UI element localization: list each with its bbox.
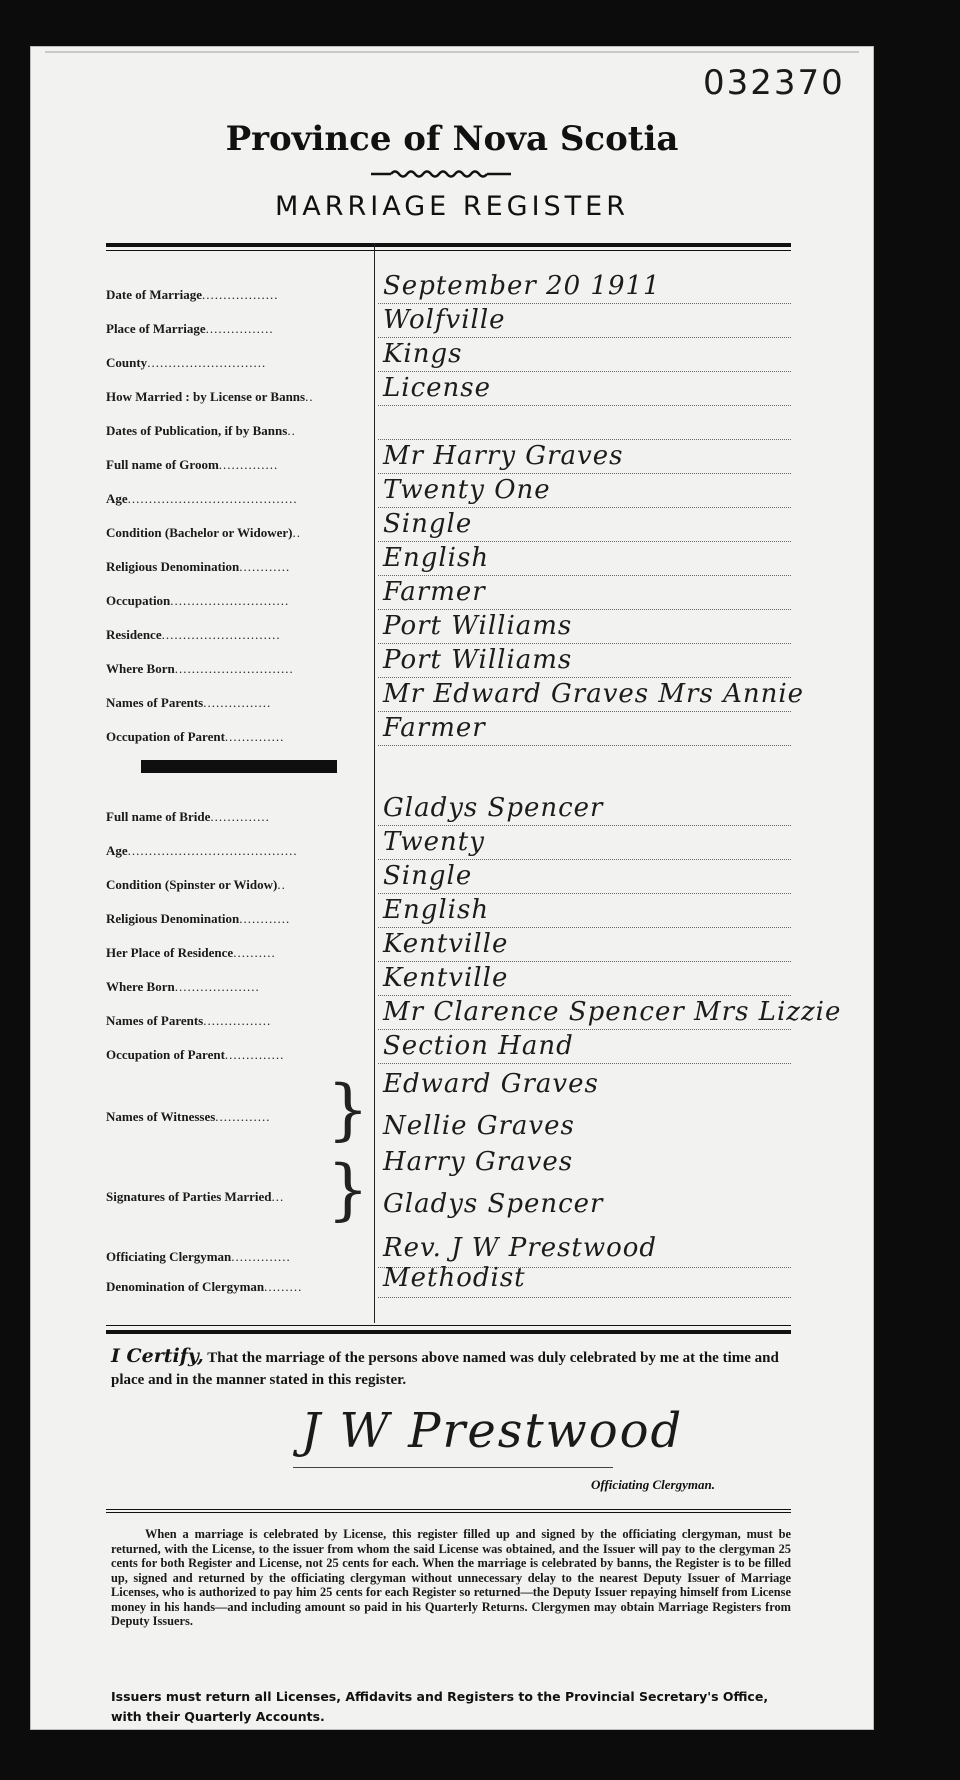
field-value: September 20 1911 — [383, 271, 661, 301]
signatures-brace: } — [327, 1151, 369, 1228]
register-number: 032370 — [703, 63, 845, 103]
dotted-line — [378, 609, 791, 610]
notice-rule — [106, 1509, 791, 1510]
field-label: Religious Denomination............ — [106, 559, 291, 574]
field-label: Occupation of Parent.............. — [106, 1047, 285, 1062]
document-subtitle: MARRIAGE REGISTER — [275, 191, 629, 222]
field-value: English — [383, 543, 490, 573]
denomination-value: Methodist — [383, 1263, 526, 1293]
field-label: Place of Marriage................ — [106, 321, 274, 336]
field-value: English — [383, 895, 490, 925]
certify-word: I Certify, — [111, 1345, 204, 1367]
field-value: Single — [383, 861, 473, 891]
dotted-line — [378, 677, 791, 678]
field-label: How Married : by License or Banns.. — [106, 389, 314, 404]
dotted-line — [378, 825, 791, 826]
marriage-register-sheet — [30, 46, 874, 1730]
dotted-line — [378, 643, 791, 644]
dotted-line — [378, 1029, 791, 1030]
issuers-instruction: Issuers must return all Licenses, Affidavits and Registers to the Provincial Secretary's Office, with their Quarterly Accounts. — [111, 1689, 769, 1724]
field-label: Dates of Publication, if by Banns.. — [106, 423, 296, 438]
fold-line — [45, 51, 859, 53]
field-label: Where Born............................ — [106, 661, 294, 676]
notice-rule-2 — [106, 1512, 791, 1513]
dotted-line — [378, 575, 791, 576]
field-label: County............................ — [106, 355, 267, 370]
field-label: Religious Denomination............ — [106, 911, 291, 926]
signatures-label: Signatures of Parties Married... — [106, 1189, 285, 1204]
field-value: Farmer — [383, 577, 486, 607]
field-value: Section Hand — [383, 1031, 574, 1061]
clergy-signature: J W Prestwood — [301, 1403, 684, 1459]
certification-statement — [111, 1345, 791, 1391]
dotted-line — [378, 337, 791, 338]
dotted-line — [378, 473, 791, 474]
witnesses-brace: } — [327, 1071, 369, 1148]
section-divider-bar — [141, 760, 337, 773]
field-value: Mr Clarence Spencer Mrs Lizzie — [383, 997, 842, 1027]
dotted-line — [378, 859, 791, 860]
dotted-line — [378, 961, 791, 962]
field-value: Single — [383, 509, 473, 539]
dotted-line — [378, 995, 791, 996]
field-value: License — [383, 373, 492, 403]
top-rule-thin — [106, 250, 791, 251]
field-label: Full name of Groom.............. — [106, 457, 279, 472]
dotted-line — [378, 711, 791, 712]
officiating-label: Officiating Clergyman.............. — [106, 1249, 291, 1264]
dotted-line — [378, 893, 791, 894]
field-value: Wolfville — [383, 305, 506, 335]
field-value: Gladys Spencer — [383, 793, 604, 823]
field-value: Kings — [383, 339, 463, 369]
signature-line — [293, 1467, 613, 1468]
dotted-line — [378, 405, 791, 406]
field-label: Occupation of Parent.............. — [106, 729, 285, 744]
dotted-line — [378, 745, 791, 746]
bottom-rule — [106, 1330, 791, 1334]
dotted-line — [378, 439, 791, 440]
field-value: Port Williams — [383, 645, 573, 675]
field-value: Kentville — [383, 929, 509, 959]
witnesses-label: Names of Witnesses............. — [106, 1109, 271, 1124]
dotted-line — [378, 303, 791, 304]
field-label: Condition (Bachelor or Widower).. — [106, 525, 301, 540]
dotted-line — [378, 927, 791, 928]
dotted-line — [378, 541, 791, 542]
field-value: Mr Harry Graves — [383, 441, 624, 471]
bottom-rule-thin — [106, 1325, 791, 1326]
field-label: Residence............................ — [106, 627, 281, 642]
witness-1: Edward Graves — [383, 1069, 599, 1099]
certify-text: That the marriage of the persons above named was duly celebrated by me at the time and place and in the manner stated in this register. — [111, 1350, 779, 1388]
dotted-line — [378, 507, 791, 508]
ornament-squiggle — [371, 167, 511, 181]
notice-paragraph: When a marriage is celebrated by License, this register filled up and signed by the officiating clergyman, must be returned, with the License, to the issuer from whom the said License was obtained, and the Issuer will pay to the clergyman 25 cents for both Register and License, not 25 cents for each. When the marriage is celebrated by banns, the Register is to be filled up, signed and returned by the officiating clergyman without unnecessary delay to the nearest Deputy Issuer of Marriage Licenses, who is authorized to pay him 25 cents for each Register so returned—the Deputy Issuer repaying himself from License money in his hands—and including amount so paid in his Quarterly Returns. Clergymen may obtain Marriage Registers from Deputy Issuers. — [111, 1527, 791, 1628]
document-title: Province of Nova Scotia — [225, 119, 679, 159]
field-value: Port Williams — [383, 611, 573, 641]
denomination-label: Denomination of Clergyman......... — [106, 1279, 303, 1294]
officiating-value: Rev. J W Prestwood — [383, 1233, 658, 1263]
field-value: Farmer — [383, 713, 486, 743]
top-rule — [106, 243, 791, 247]
dotted-line — [378, 371, 791, 372]
field-label: Her Place of Residence.......... — [106, 945, 276, 960]
field-label: Where Born.................... — [106, 979, 260, 994]
field-value: Twenty — [383, 827, 485, 857]
field-value: Kentville — [383, 963, 509, 993]
field-label: Names of Parents................ — [106, 695, 272, 710]
field-label: Condition (Spinster or Widow).. — [106, 877, 286, 892]
clergy-caption: Officiating Clergyman. — [591, 1477, 715, 1492]
field-label: Occupation............................ — [106, 593, 290, 608]
field-value: Twenty One — [383, 475, 551, 505]
column-divider — [374, 243, 375, 1323]
signature-groom: Harry Graves — [383, 1147, 574, 1177]
field-label: Full name of Bride.............. — [106, 809, 270, 824]
witness-2: Nellie Graves — [383, 1111, 575, 1141]
dotted-line — [378, 1063, 791, 1064]
field-label: Age........................................ — [106, 843, 298, 858]
field-value: Mr Edward Graves Mrs Annie — [383, 679, 805, 709]
dotted-line — [378, 1297, 791, 1298]
field-label: Date of Marriage.................. — [106, 287, 279, 302]
signature-bride: Gladys Spencer — [383, 1189, 604, 1219]
field-label: Age........................................ — [106, 491, 298, 506]
field-label: Names of Parents................ — [106, 1013, 272, 1028]
